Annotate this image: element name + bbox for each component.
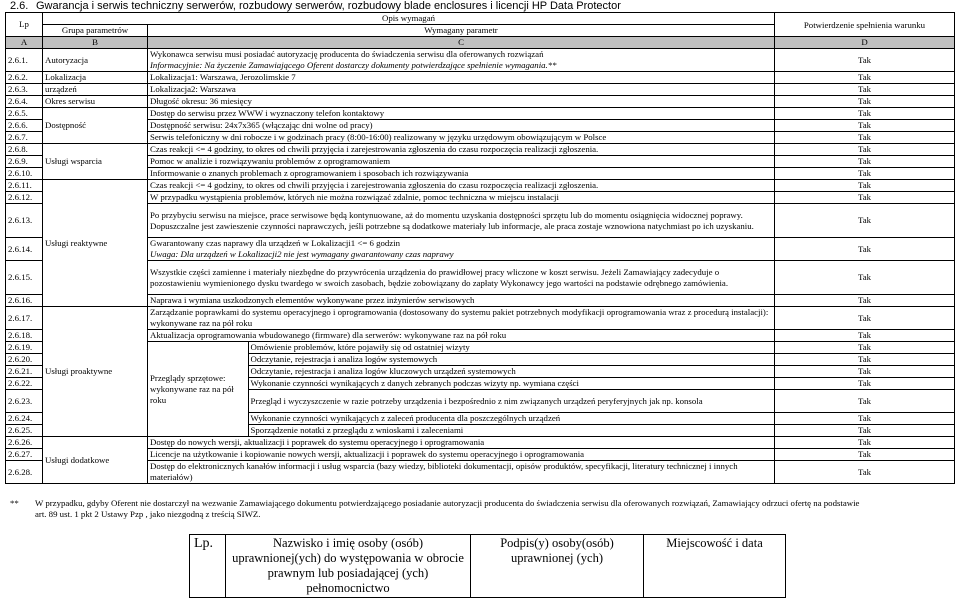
row-lp: 2.6.11. [6, 180, 43, 192]
group-label: Autoryzacja [43, 49, 148, 72]
confirmation: Tak [775, 307, 955, 330]
requirement-text: Zarządzanie poprawkami do systemu operacyjnego i oprogramowania (dostosowany do systemu pakiet potrzebnych modyfikacji oprogramowania wraz z procedurą instalacji): wykonywane raz na pół roku [148, 307, 775, 330]
section-title [10, 0, 621, 12]
confirmation: Tak [775, 449, 955, 461]
row-lp: 2.6.25. [6, 425, 43, 437]
header-col-c: C [148, 37, 775, 49]
confirmation: Tak [775, 156, 955, 168]
footnote [10, 498, 955, 520]
row-lp: 2.6.9. [6, 156, 43, 168]
requirement-text: Omówienie problemów, które pojawiły się od ostatniej wizyty [248, 342, 774, 354]
requirement-note: Informacyjnie: Na życzenie Zamawiającego Oferent dostarczy dokumenty potwierdzające spełnienie wymagania.** [150, 60, 557, 70]
row-lp: 2.6.20. [6, 354, 43, 366]
requirement-text: Odczytanie, rejestracja i analiza logów systemowych [248, 354, 774, 366]
requirement-line: Gwarantowany czas naprawy dla urządzeń w Lokalizacji1 <= 6 godzin [150, 238, 401, 248]
row-lp: 2.6.3. [6, 84, 43, 96]
row-lp: 2.6.14. [6, 238, 43, 261]
row-lp: 2.6.19. [6, 342, 43, 354]
przeglady-subtable [148, 342, 774, 436]
confirmation: Tak [775, 180, 955, 192]
signature-sign-column: Podpis(y) osoby(osób) uprawnionej (ych) [471, 535, 644, 598]
requirement-text: Czas reakcji <= 4 godziny, to okres od chwili przyjęcia i zarejestrowania zgłoszenia do czasu rozpoczęcia realizacji zgłoszenia. [148, 144, 775, 156]
requirement-text: Dostęp do serwisu przez WWW i wyznaczony telefon kontaktowy [148, 108, 775, 120]
requirement-text: Sporządzenie notatki z przeglądu z wnioskami i zaleceniami [248, 425, 774, 437]
signature-place-date-column: Miejscowość i data [644, 535, 786, 598]
confirmation: Tak [775, 120, 955, 132]
group-label: Usługi reaktywne [43, 180, 148, 307]
row-lp: 2.6.6. [6, 120, 43, 132]
confirmation: Tak [775, 295, 955, 307]
row-lp: 2.6.21. [6, 366, 43, 378]
confirmation: Tak [775, 261, 955, 295]
row-lp: 2.6.7. [6, 132, 43, 144]
requirement-text: Długość okresu: 36 miesięcy [148, 96, 775, 108]
requirement-text: Naprawa i wymiana uszkodzonych elementów wykonywane przez inżynierów serwisowych [148, 295, 775, 307]
requirement-text: Przegląd i wyczyszczenie w razie potrzeby urządzenia i bezpośrednio z nim związanych urządzeń peryferyjnych jak np. konsola [248, 390, 774, 413]
row-lp: 2.6.18. [6, 330, 43, 342]
confirmation: Tak [775, 330, 955, 342]
requirement-text: Aktualizacja oprogramowania wbudowanego (firmware) dla serwerów: wykonywane raz na pół roku [148, 330, 775, 342]
requirements-table [5, 12, 955, 484]
confirmation: Tak [775, 390, 955, 413]
header-opis: Opis wymagań [43, 13, 775, 25]
confirmation: Tak [775, 204, 955, 238]
group-label: Usługi wsparcia [43, 144, 148, 180]
header-col-a: A [6, 37, 43, 49]
header-col-d: D [775, 37, 955, 49]
requirement-text: Dostępność serwisu: 24x7x365 (włączając dni wolne od pracy) [148, 120, 775, 132]
row-lp: 2.6.17. [6, 307, 43, 330]
confirmation: Tak [775, 437, 955, 449]
header-lp: Lp [6, 13, 43, 37]
row-lp: 2.6.13. [6, 204, 43, 238]
przeglady-block [148, 342, 775, 437]
row-lp: 2.6.28. [6, 461, 43, 484]
group-label: Lokalizacja [43, 72, 148, 84]
confirmation: Tak [775, 461, 955, 484]
group-label: Usługi dodatkowe [43, 437, 148, 484]
confirmation: Tak [775, 238, 955, 261]
row-lp: 2.6.5. [6, 108, 43, 120]
requirement-text: Pomoc w analizie i rozwiązywaniu problemów z oprogramowaniem [148, 156, 775, 168]
confirmation: Tak [775, 168, 955, 180]
confirmation: Tak [775, 132, 955, 144]
requirement-text: Wykonanie czynności wynikających z zaleceń producenta dla poszczególnych urządzeń [248, 413, 774, 425]
requirement-text: Wykonanie czynności wynikających z danych zebranych podczas wizyty np. wymiana części [248, 378, 774, 390]
row-lp: 2.6.2. [6, 72, 43, 84]
footnote-mark: ** [10, 498, 19, 508]
requirement-text: Serwis telefoniczny w dni robocze i w godzinach pracy (8:00-16:00) realizowany w języku urzędowym obowiązującym w Polsce [148, 132, 775, 144]
row-lp: 2.6.8. [6, 144, 43, 156]
row-lp: 2.6.10. [6, 168, 43, 180]
header-wymagany: Wymagany parametr [148, 25, 775, 37]
confirmation: Tak [775, 192, 955, 204]
requirement-text: W przypadku wystąpienia problemów, których nie można rozwiązać zdalnie, pomoc techniczna w miejscu instalacji [148, 192, 775, 204]
header-potwierdzenie: Potwierdzenie spełnienia warunku [775, 13, 955, 37]
group-label: Okres serwisu [43, 96, 148, 108]
footnote-text: W przypadku, gdyby Oferent nie dostarczył na wezwanie Zamawiającego dokumentu potwierdzającego posiadanie autoryzacji producenta do świadczenia serwisu dla oferowanych rozwiązań, Zamawiający odrzuci ofertę na podstawie [35, 498, 860, 508]
confirmation: Tak [775, 425, 955, 437]
confirmation: Tak [775, 354, 955, 366]
section-title-text: Gwarancja i serwis techniczny serwerów, rozbudowy serwerów, rozbudowy blade enclosures i licencji HP Data Protector [36, 0, 621, 12]
group-label: Dostępność [43, 108, 148, 144]
signature-name-column: Nazwisko i imię osoby (osób) uprawnionej(ych) do występowania w obrocie prawnym lub posiadającej (ych) pełnomocnictwo [226, 535, 471, 598]
requirement-note: Uwaga: Dla urządzeń w Lokalizacji2 nie jest wymagany gwarantowany czas naprawy [150, 249, 454, 259]
requirement-text: Po przybyciu serwisu na miejsce, prace serwisowe będą kontynuowane, aż do momentu uzyskania dostępności sprzętu lub do momentu osiągnięcia widocznej poprawy. Dopuszczalne jest zawieszenie czynności naprawczych, jeśli potrzebne są dodatkowe materiały lub informacje, ale praca zostaje wznowiona natychmiast po ich uzyskaniu. [148, 204, 775, 238]
signature-lp: Lp. [190, 535, 226, 598]
group-label: urządzeń [43, 84, 148, 96]
row-lp: 2.6.16. [6, 295, 43, 307]
requirement-text: Odczytanie, rejestracja i analiza logów kluczowych urządzeń systemowych [248, 366, 774, 378]
confirmation: Tak [775, 342, 955, 354]
row-lp: 2.6.4. [6, 96, 43, 108]
header-grupa: Grupa parametrów [43, 25, 148, 37]
confirmation: Tak [775, 366, 955, 378]
confirmation: Tak [775, 84, 955, 96]
requirement-text: Informowanie o znanych problemach z oprogramowaniem i sposobach ich rozwiązywania [148, 168, 775, 180]
row-lp: 2.6.1. [6, 49, 43, 72]
requirement-text [148, 49, 775, 72]
requirement-text: Lokalizacja2: Warszawa [148, 84, 775, 96]
group-label: Usługi proaktywne [43, 307, 148, 437]
requirement-text: Lokalizacja1: Warszawa, Jerozolimskie 7 [148, 72, 775, 84]
confirmation: Tak [775, 96, 955, 108]
signature-table [189, 534, 786, 598]
footnote-line [10, 498, 955, 509]
confirmation: Tak [775, 72, 955, 84]
row-lp: 2.6.27. [6, 449, 43, 461]
row-lp: 2.6.24. [6, 413, 43, 425]
requirement-text: Licencje na użytkowanie i kopiowanie nowych wersji, aktualizacji i poprawek do systemu operacyjnego i oprogramowania [148, 449, 775, 461]
row-lp: 2.6.15. [6, 261, 43, 295]
section-number: 2.6. [10, 0, 29, 12]
confirmation: Tak [775, 378, 955, 390]
requirement-text: Dostęp do nowych wersji, aktualizacji i poprawek do systemu operacyjnego i oprogramowania [148, 437, 775, 449]
requirement-line: Wykonawca serwisu musi posiadać autoryzację producenta do świadczenia serwisu dla oferowanych rozwiązań [150, 49, 544, 59]
confirmation: Tak [775, 144, 955, 156]
header-col-b: B [43, 37, 148, 49]
footnote-line-2: art. 89 ust. 1 pkt 2 Ustawy Pzp , jako niezgodną z treścią SIWZ. [35, 509, 261, 519]
confirmation: Tak [775, 108, 955, 120]
requirement-text: Wszystkie części zamienne i materiały niezbędne do przywrócenia urządzenia do prawidłowej pracy wliczone w koszt serwisu. Jeżeli Zamawiający zadecyduje o pozostawieniu wymienionego dysku twardego w swoich zasobach, będzie zobowiązany do zapłaty Wykonawcy jego wartości na podstawie odrębnego zamówienia. [148, 261, 775, 295]
requirement-text: Dostęp do elektronicznych kanałów informacji i usług wsparcia (bazy wiedzy, biblioteki dokumentacji, opisów produktów, specyfikacji, literatury technicznej i innych materiałów) [148, 461, 775, 484]
row-lp: 2.6.12. [6, 192, 43, 204]
row-lp: 2.6.26. [6, 437, 43, 449]
requirement-text: Czas reakcji <= 4 godziny, to okres od chwili przyjęcia i zarejestrowania zgłoszenia do czasu rozpoczęcia realizacji zgłoszenia. [148, 180, 775, 192]
requirement-text [148, 238, 775, 261]
row-lp: 2.6.22. [6, 378, 43, 390]
confirmation: Tak [775, 413, 955, 425]
confirmation: Tak [775, 49, 955, 72]
przeglady-label: Przeglądy sprzętowe: wykonywane raz na pół roku [148, 342, 248, 436]
row-lp: 2.6.23. [6, 390, 43, 413]
